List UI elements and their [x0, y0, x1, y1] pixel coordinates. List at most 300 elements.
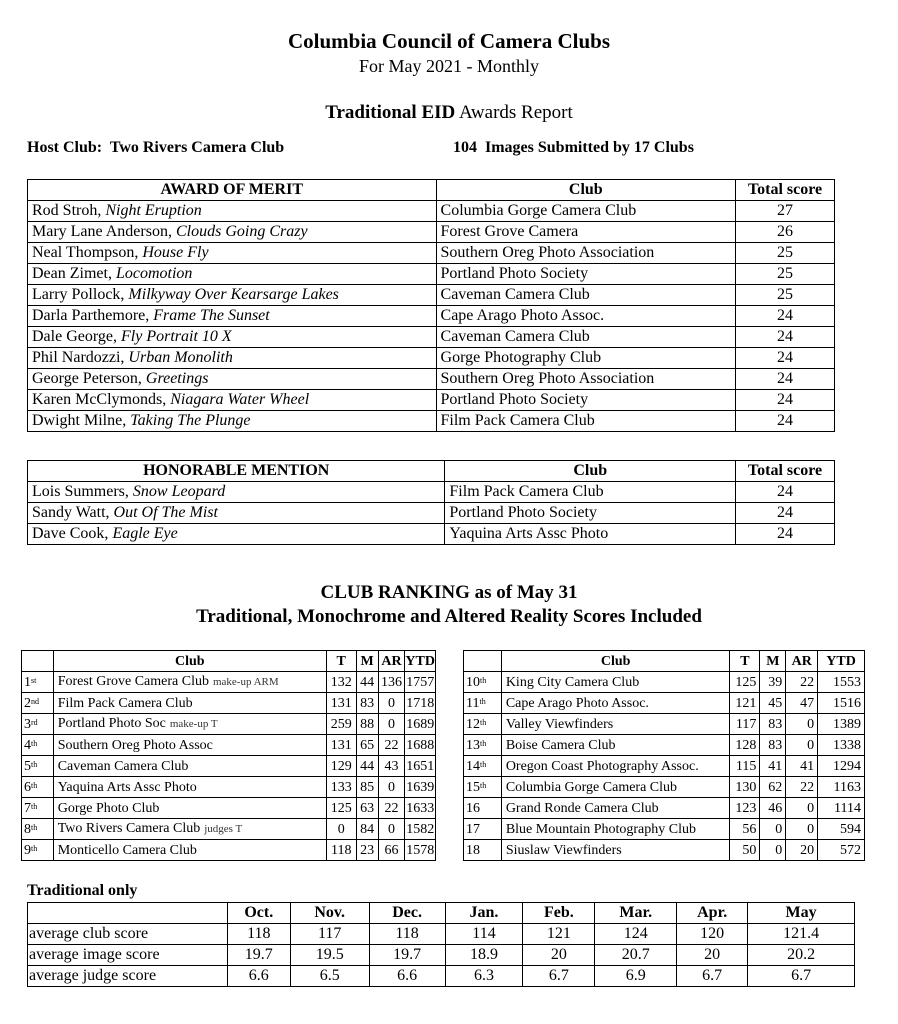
- rank-place: [22, 819, 54, 840]
- ranking-row: [464, 798, 865, 819]
- rank-ar-score: 136: [378, 672, 405, 693]
- photographer-name: Dean Zimet,: [32, 265, 116, 282]
- rank-right-col-ytd: YTD: [818, 651, 865, 672]
- rank-place: [464, 714, 502, 735]
- rank-t-score: 56: [730, 819, 760, 840]
- award-header-row: [28, 180, 835, 201]
- rank-left-header-row: [22, 651, 436, 672]
- rank-ytd-score: 594: [818, 819, 865, 840]
- photographer-name: Dale George,: [32, 328, 121, 345]
- rank-place: [464, 735, 502, 756]
- rank-number: 3: [24, 716, 31, 732]
- aom-entry: [28, 390, 437, 411]
- hm-entry: [28, 503, 445, 524]
- rank-place: [464, 840, 502, 861]
- rank-club: [501, 693, 730, 714]
- rank-club: [501, 819, 730, 840]
- rank-t-score: 131: [326, 735, 356, 756]
- club-name: Southern Oreg Photo Association: [436, 369, 736, 390]
- aom-row: [28, 369, 835, 390]
- rank-t-score: 125: [730, 672, 760, 693]
- rank-ar-score: 22: [786, 777, 818, 798]
- trad-value: 124: [595, 924, 677, 945]
- rank-place: [464, 756, 502, 777]
- rank-ar-score: 41: [786, 756, 818, 777]
- image-title: House Fly: [142, 244, 209, 261]
- image-title: Out Of The Mist: [113, 504, 218, 521]
- aom-entry: [28, 327, 437, 348]
- rank-club-name: Caveman Camera Club: [57, 758, 189, 774]
- rank-ar-score: 0: [786, 819, 818, 840]
- rank-number: 17: [466, 821, 480, 837]
- trad-row-label: average judge score: [28, 966, 228, 987]
- traditional-only-label: Traditional only: [27, 882, 138, 899]
- ranking-row: [464, 735, 865, 756]
- trad-row: [28, 945, 855, 966]
- image-title: Milkyway Over Kearsarge Lakes: [128, 286, 339, 303]
- rank-place: [22, 798, 54, 819]
- rank-ytd-score: 1718: [405, 693, 436, 714]
- club-name: Caveman Camera Club: [436, 327, 736, 348]
- aom-row: [28, 243, 835, 264]
- photographer-name: Larry Pollock,: [32, 286, 129, 303]
- rank-m-score: 44: [356, 672, 378, 693]
- club-name: Gorge Photography Club: [436, 348, 736, 369]
- rank-right-col-club: Club: [501, 651, 730, 672]
- rank-club: [501, 777, 730, 798]
- photographer-name: Rod Stroh,: [32, 202, 106, 219]
- rank-suffix: th: [31, 801, 38, 811]
- total-score: 25: [736, 264, 835, 285]
- total-score: 25: [736, 285, 835, 306]
- award-col-name: AWARD OF MERIT: [28, 180, 437, 201]
- rank-ar-score: 43: [378, 756, 405, 777]
- trad-value: 114: [445, 924, 523, 945]
- club-name: Yaquina Arts Assc Photo: [445, 524, 736, 545]
- club-name: Forest Grove Camera: [436, 222, 736, 243]
- rank-ytd-score: 1338: [818, 735, 865, 756]
- aom-entry: [28, 243, 437, 264]
- rank-suffix: th: [480, 675, 487, 685]
- rank-m-score: 85: [356, 777, 378, 798]
- rank-club: [53, 819, 326, 840]
- rank-suffix: rd: [31, 717, 38, 727]
- rank-club-name: Monticello Camera Club: [57, 842, 197, 858]
- rank-ytd-score: 1114: [818, 798, 865, 819]
- image-title: Niagara Water Wheel: [170, 391, 310, 408]
- rank-suffix: th: [31, 780, 38, 790]
- rank-club: [501, 798, 730, 819]
- image-title: Greetings: [145, 370, 209, 387]
- ranking-row: [22, 693, 436, 714]
- rank-t-score: 50: [730, 840, 760, 861]
- hm-col-club: Club: [445, 461, 736, 482]
- trad-row: [28, 966, 855, 987]
- rank-club-note: judges T: [204, 823, 243, 835]
- aom-entry: [28, 306, 437, 327]
- aom-entry: [28, 201, 437, 222]
- aom-row: [28, 348, 835, 369]
- trad-value: 18.9: [445, 945, 523, 966]
- aom-entry: [28, 222, 437, 243]
- rank-m-score: 83: [760, 714, 786, 735]
- image-title: Eagle Eye: [112, 525, 178, 542]
- rank-suffix: th: [480, 717, 487, 727]
- rank-m-score: 39: [760, 672, 786, 693]
- total-score: 24: [736, 348, 835, 369]
- trad-value: 19.7: [227, 945, 290, 966]
- rank-ytd-score: 1294: [818, 756, 865, 777]
- rank-left-col-ar: AR: [378, 651, 405, 672]
- rank-ytd-score: 1582: [405, 819, 436, 840]
- rank-ytd-score: 1639: [405, 777, 436, 798]
- rank-suffix: th: [480, 780, 487, 790]
- rank-t-score: 115: [730, 756, 760, 777]
- rank-ytd-score: 1633: [405, 798, 436, 819]
- rank-club-note: make-up ARM: [212, 676, 279, 688]
- total-score: 25: [736, 243, 835, 264]
- rank-left-col-club: Club: [53, 651, 326, 672]
- rank-m-score: 45: [760, 693, 786, 714]
- rank-m-score: 65: [356, 735, 378, 756]
- award-of-merit-table: [27, 179, 835, 432]
- rank-m-score: 88: [356, 714, 378, 735]
- trad-value: 121: [523, 924, 595, 945]
- hm-col-name: HONORABLE MENTION: [28, 461, 445, 482]
- rank-club: [53, 714, 326, 735]
- image-title: Snow Leopard: [132, 483, 226, 500]
- trad-col-month: Nov.: [290, 903, 369, 924]
- rank-place: [464, 819, 502, 840]
- rank-number: 13: [466, 737, 480, 753]
- rank-club: [501, 672, 730, 693]
- rank-t-score: 125: [326, 798, 356, 819]
- total-score: 24: [736, 411, 835, 432]
- photographer-name: Neal Thompson,: [32, 244, 143, 261]
- rank-ar-score: 22: [786, 672, 818, 693]
- rank-m-score: 84: [356, 819, 378, 840]
- rank-m-score: 83: [356, 693, 378, 714]
- trad-value: 6.6: [369, 966, 445, 987]
- rank-t-score: 130: [730, 777, 760, 798]
- rank-number: 15: [466, 779, 480, 795]
- club-name: Columbia Gorge Camera Club: [436, 201, 736, 222]
- club-name: Film Pack Camera Club: [436, 411, 736, 432]
- rank-place: [22, 672, 54, 693]
- rank-club: [53, 735, 326, 756]
- aom-entry: [28, 348, 437, 369]
- ranking-row: [464, 693, 865, 714]
- hm-entry: [28, 482, 445, 503]
- rank-t-score: 118: [326, 840, 356, 861]
- trad-value: 6.7: [523, 966, 595, 987]
- trad-header-row: [28, 903, 855, 924]
- rank-suffix: th: [31, 738, 38, 748]
- host-club: Host Club: Two Rivers Camera Club: [27, 139, 285, 156]
- rank-club-name: Forest Grove Camera Club: [57, 674, 209, 689]
- trad-value: 120: [677, 924, 748, 945]
- rank-ytd-score: 1516: [818, 693, 865, 714]
- rank-number: 14: [466, 758, 480, 774]
- total-score: 24: [736, 327, 835, 348]
- trad-col-month: Oct.: [227, 903, 290, 924]
- rank-ytd-score: 1688: [405, 735, 436, 756]
- trad-value: 6.6: [227, 966, 290, 987]
- rank-club-name: Southern Oreg Photo Assoc: [57, 737, 213, 753]
- rank-ar-score: 0: [786, 798, 818, 819]
- rank-suffix: st: [31, 675, 37, 685]
- photographer-name: Phil Nardozzi,: [32, 349, 129, 366]
- rank-club: [53, 777, 326, 798]
- ranking-row: [22, 819, 436, 840]
- rank-m-score: 62: [760, 777, 786, 798]
- rank-number: 12: [466, 716, 480, 732]
- trad-value: 6.9: [595, 966, 677, 987]
- trad-value: 20: [677, 945, 748, 966]
- rank-t-score: 121: [730, 693, 760, 714]
- rank-place: [22, 714, 54, 735]
- hm-row: [28, 503, 835, 524]
- rank-suffix: th: [480, 738, 487, 748]
- rank-left-col-t: T: [326, 651, 356, 672]
- total-score: 24: [736, 524, 835, 545]
- rank-place: [22, 840, 54, 861]
- trad-value: 6.5: [290, 966, 369, 987]
- rank-number: 1: [24, 674, 31, 690]
- rank-club-name: Two Rivers Camera Club: [57, 821, 201, 836]
- rank-club: [53, 693, 326, 714]
- hm-row: [28, 524, 835, 545]
- aom-entry: [28, 411, 437, 432]
- photographer-name: Dave Cook,: [32, 525, 113, 542]
- rank-right-col-t: T: [730, 651, 760, 672]
- total-score: 24: [736, 503, 835, 524]
- rank-ar-score: 0: [378, 819, 405, 840]
- ranking-row: [464, 777, 865, 798]
- image-title: Fly Portrait 10 X: [121, 328, 232, 345]
- rank-ar-score: 22: [378, 798, 405, 819]
- rank-suffix: th: [31, 822, 38, 832]
- rank-club: [53, 672, 326, 693]
- award-col-club: Club: [436, 180, 736, 201]
- report-heading: [0, 102, 898, 124]
- rank-ar-score: 0: [378, 714, 405, 735]
- rank-number: 9: [24, 842, 31, 858]
- rank-suffix: th: [479, 696, 486, 706]
- image-title: Urban Monolith: [128, 349, 233, 366]
- trad-col-month: Feb.: [523, 903, 595, 924]
- rank-place: [22, 777, 54, 798]
- rank-right-header-row: [464, 651, 865, 672]
- ranking-row: [464, 756, 865, 777]
- rank-ar-score: 0: [378, 777, 405, 798]
- rank-ytd-score: 1389: [818, 714, 865, 735]
- club-name: Southern Oreg Photo Association: [436, 243, 736, 264]
- trad-value: 19.7: [369, 945, 445, 966]
- total-score: 24: [736, 369, 835, 390]
- rank-club-name: King City Camera Club: [505, 674, 640, 690]
- rank-club: [53, 756, 326, 777]
- club-ranking-left-table: [21, 650, 436, 861]
- club-name: Portland Photo Society: [445, 503, 736, 524]
- rank-left-col-ytd: YTD: [405, 651, 436, 672]
- report-subtitle: For May 2021 - Monthly: [359, 56, 539, 76]
- club-ranking-right-table: [463, 650, 865, 861]
- rank-m-score: 0: [760, 819, 786, 840]
- rank-number: 2: [24, 695, 31, 711]
- photographer-name: George Peterson,: [32, 370, 146, 387]
- trad-value: 117: [290, 924, 369, 945]
- club-name: Film Pack Camera Club: [445, 482, 736, 503]
- total-score: 24: [736, 390, 835, 411]
- rank-place: [464, 672, 502, 693]
- rank-club-note: make-up T: [169, 718, 218, 730]
- club-name: Portland Photo Society: [436, 390, 736, 411]
- total-score: 26: [736, 222, 835, 243]
- total-score: 24: [736, 482, 835, 503]
- trad-col-label: [28, 903, 228, 924]
- club-name: Caveman Camera Club: [436, 285, 736, 306]
- ranking-row: [464, 714, 865, 735]
- rank-club-name: Blue Mountain Photography Club: [505, 821, 696, 837]
- report-title: Columbia Council of Camera Clubs: [287, 29, 611, 53]
- trad-value: 20.2: [748, 945, 855, 966]
- rank-club: [53, 798, 326, 819]
- club-name: Cape Arago Photo Assoc.: [436, 306, 736, 327]
- trad-value: 20: [523, 945, 595, 966]
- image-title: Locomotion: [115, 265, 193, 282]
- photographer-name: Mary Lane Anderson,: [32, 223, 176, 240]
- rank-ar-score: 0: [786, 735, 818, 756]
- rank-club: [501, 840, 730, 861]
- rank-club-name: Siuslaw Viewfinders: [505, 842, 622, 858]
- club-ranking-subtitle: Traditional, Monochrome and Altered Reality Scores Included: [196, 606, 702, 627]
- ranking-row: [22, 798, 436, 819]
- rank-m-score: 44: [356, 756, 378, 777]
- photographer-name: Karen McClymonds,: [32, 391, 171, 408]
- rank-number: 7: [24, 800, 31, 816]
- rank-ytd-score: 572: [818, 840, 865, 861]
- ranking-row: [464, 840, 865, 861]
- ranking-row: [464, 672, 865, 693]
- image-title: Frame The Sunset: [153, 307, 270, 324]
- trad-col-month: Dec.: [369, 903, 445, 924]
- rank-ar-score: 0: [378, 693, 405, 714]
- report-heading-rest: Awards Report: [455, 102, 573, 123]
- rank-club-name: Portland Photo Soc: [57, 716, 166, 731]
- rank-place: [22, 735, 54, 756]
- aom-row: [28, 264, 835, 285]
- rank-ar-score: 47: [786, 693, 818, 714]
- ranking-row: [22, 777, 436, 798]
- rank-club-name: Valley Viewfinders: [505, 716, 614, 732]
- trad-row-label: average image score: [28, 945, 228, 966]
- rank-right-col-ar: AR: [786, 651, 818, 672]
- ranking-row: [464, 819, 865, 840]
- rank-number: 11: [466, 695, 480, 711]
- rank-ytd-score: 1163: [818, 777, 865, 798]
- rank-left-col-m: M: [356, 651, 378, 672]
- rank-suffix: th: [31, 843, 38, 853]
- rank-number: 4: [24, 737, 31, 753]
- rank-t-score: 0: [326, 819, 356, 840]
- images-submitted: 104 Images Submitted by 17 Clubs: [453, 139, 694, 156]
- rank-club-name: Oregon Coast Photography Assoc.: [505, 758, 699, 774]
- rank-number: 8: [24, 821, 31, 837]
- rank-t-score: 259: [326, 714, 356, 735]
- rank-t-score: 133: [326, 777, 356, 798]
- rank-club: [501, 756, 730, 777]
- rank-club-name: Columbia Gorge Camera Club: [505, 779, 678, 795]
- rank-left-col-place: [22, 651, 54, 672]
- rank-number: 16: [466, 800, 480, 816]
- rank-right-col-place: [464, 651, 502, 672]
- award-col-score: Total score: [736, 180, 835, 201]
- rank-number: 10: [466, 674, 480, 690]
- trad-value: 118: [227, 924, 290, 945]
- rank-club-name: Cape Arago Photo Assoc.: [505, 695, 649, 711]
- ranking-row: [22, 756, 436, 777]
- hm-row: [28, 482, 835, 503]
- rank-m-score: 63: [356, 798, 378, 819]
- aom-row: [28, 201, 835, 222]
- rank-club-name: Gorge Photo Club: [57, 800, 160, 816]
- rank-ytd-score: 1651: [405, 756, 436, 777]
- aom-row: [28, 411, 835, 432]
- trad-value: 6.7: [748, 966, 855, 987]
- rank-t-score: 123: [730, 798, 760, 819]
- rank-ytd-score: 1578: [405, 840, 436, 861]
- rank-t-score: 132: [326, 672, 356, 693]
- trad-row: [28, 924, 855, 945]
- report-heading-bold: Traditional EID: [325, 102, 456, 123]
- rank-t-score: 131: [326, 693, 356, 714]
- ranking-row: [22, 714, 436, 735]
- rank-club: [53, 840, 326, 861]
- rank-club-name: Boise Camera Club: [505, 737, 616, 753]
- rank-place: [22, 693, 54, 714]
- total-score: 24: [736, 306, 835, 327]
- aom-entry: [28, 285, 437, 306]
- rank-ar-score: 20: [786, 840, 818, 861]
- rank-place: [464, 798, 502, 819]
- honorable-mention-table: [27, 460, 835, 545]
- trad-value: 19.5: [290, 945, 369, 966]
- rank-t-score: 117: [730, 714, 760, 735]
- aom-row: [28, 306, 835, 327]
- rank-club: [501, 735, 730, 756]
- trad-col-month: Mar.: [595, 903, 677, 924]
- image-title: Clouds Going Crazy: [175, 223, 308, 240]
- rank-number: 18: [466, 842, 480, 858]
- rank-place: [464, 693, 502, 714]
- rank-m-score: 23: [356, 840, 378, 861]
- hm-entry: [28, 524, 445, 545]
- ranking-row: [22, 735, 436, 756]
- trad-row-label: average club score: [28, 924, 228, 945]
- club-ranking-title: CLUB RANKING as of May 31: [320, 582, 578, 603]
- rank-club-name: Grand Ronde Camera Club: [505, 800, 659, 816]
- image-title: Taking The Plunge: [130, 412, 251, 429]
- photographer-name: Darla Parthemore,: [32, 307, 154, 324]
- rank-club-name: Film Pack Camera Club: [57, 695, 193, 711]
- trad-value: 118: [369, 924, 445, 945]
- rank-suffix: th: [480, 759, 487, 769]
- rank-ytd-score: 1689: [405, 714, 436, 735]
- trad-value: 20.7: [595, 945, 677, 966]
- rank-place: [464, 777, 502, 798]
- trad-value: 121.4: [748, 924, 855, 945]
